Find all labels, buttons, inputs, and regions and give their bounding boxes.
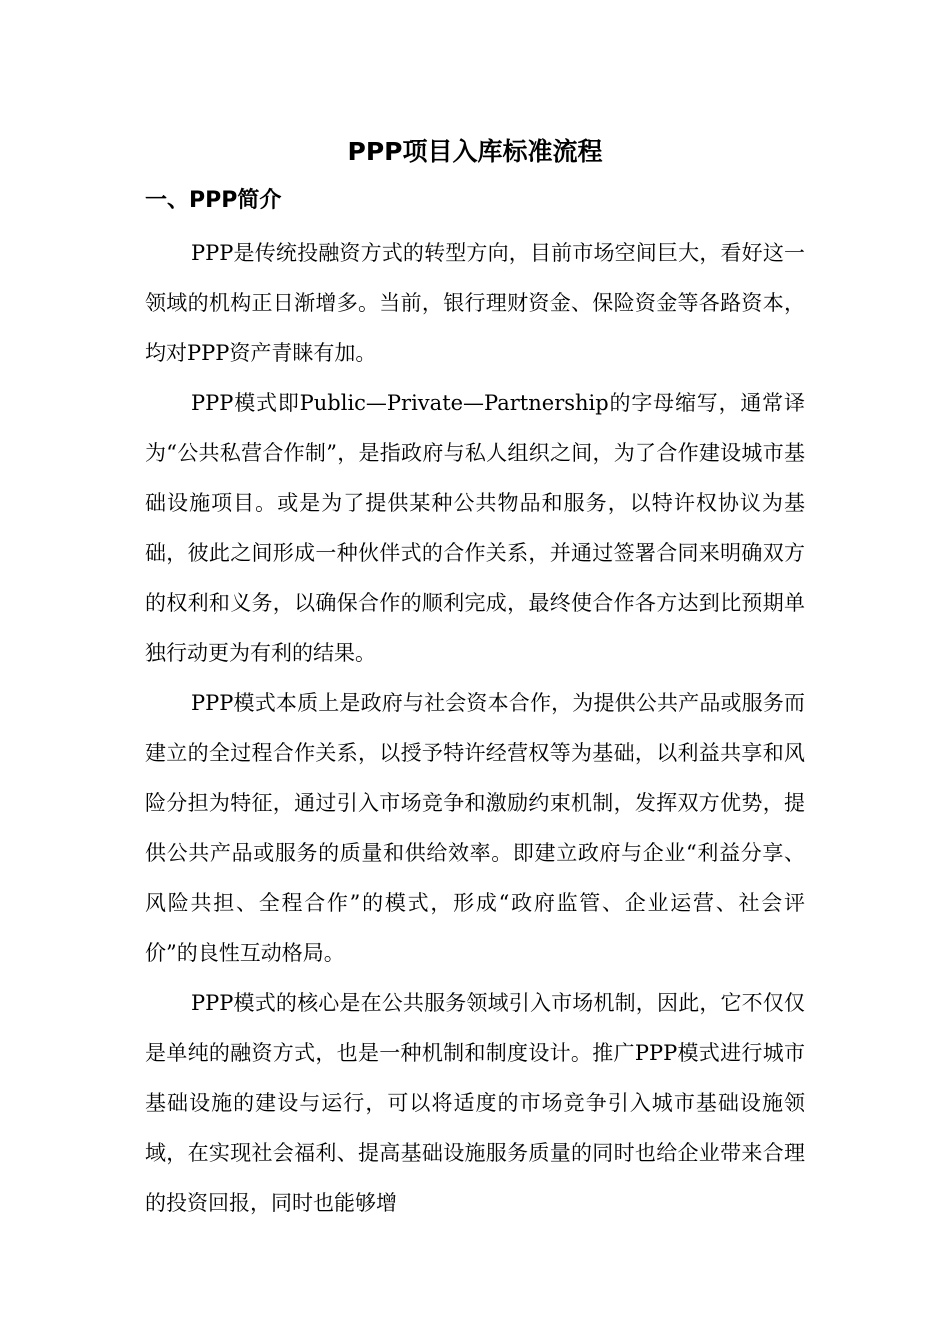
page-title: PPP项目入库标准流程 — [347, 137, 603, 166]
body-text — [145, 228, 805, 1228]
paragraph-1: PPP是传统投融资方式的转型方向，目前市场空间巨大，看好这一领域的机构正日渐增多。当前，银行理财资金、保险资金等各路资本，均对PPP资产青睐有加。 — [145, 241, 805, 365]
paragraph-4: PPP模式的核心是在公共服务领域引入市场机制，因此，它不仅仅是单纯的融资方式，也是一种机制和制度设计。推广PPP模式进行城市基础设施的建设与运行，可以将适度的市场竞争引入城市基础设施领域，在实现社会福利、提高基础设施服务质量的同时也给企业带来合理的投资回报，同时也能够增 — [145, 991, 805, 1215]
paragraph-2: PPP模式即Public—Private—Partnership的字母缩写，通常译为“公共私营合作制”，是指政府与私人组织之间，为了合作建设城市基础设施项目。或是为了提供某种公共物品和服务，以特许权协议为基础，彼此之间形成一种伙伴式的合作关系，并通过签署合同来明确双方的权利和义务，以确保合作的顺利完成，最终使合作各方达到比预期单独行动更为有利的结果。 — [145, 391, 805, 665]
section-heading: 一、PPP简介 — [145, 188, 282, 213]
paragraph-3: PPP模式本质上是政府与社会资本合作，为提供公共产品或服务而建立的全过程合作关系，以授予特许经营权等为基础，以利益共享和风险分担为特征，通过引入市场竞争和激励约束机制，发挥双方优势，提供公共产品或服务的质量和供给效率。即建立政府与企业“利益分享、风险共担、全程合作”的模式，形成“政府监管、企业运营、社会评价”的良性互动格局。 — [145, 691, 805, 965]
